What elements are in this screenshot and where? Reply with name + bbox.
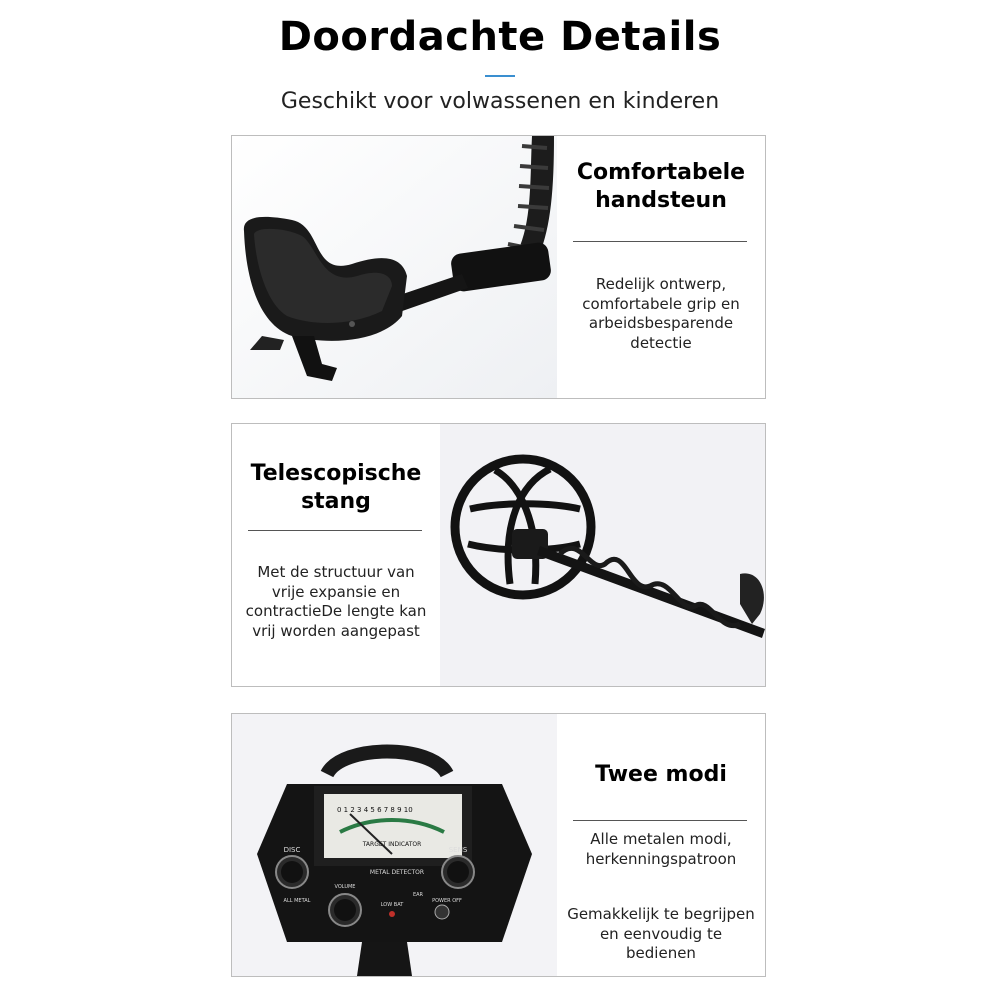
title-accent-line xyxy=(485,75,515,77)
feature-card-armrest xyxy=(231,135,766,399)
feature-text-modes xyxy=(557,714,765,976)
search-coil-photo xyxy=(440,424,765,686)
feature-card-modes xyxy=(231,713,766,977)
meter-scale: 0 1 2 3 4 5 6 7 8 9 10 xyxy=(337,806,413,814)
feature-text-telescopic xyxy=(232,424,440,686)
feature-title: Telescopische stang xyxy=(250,461,422,514)
divider xyxy=(248,530,422,531)
feature-card-telescopic xyxy=(231,423,766,687)
feature-text-armrest xyxy=(557,136,765,398)
control-panel-photo xyxy=(232,714,557,976)
feature-description: Alle metalen modi, herkenningspatroon xyxy=(585,830,737,868)
feature-description: Met de structuur van vrije expansie en contractieDe lengte kan vrij worden aangepast xyxy=(245,563,427,640)
volume-label: VOLUME xyxy=(334,884,356,890)
target-indicator-label: TARGET INDICATOR xyxy=(362,841,422,848)
brand-label: METAL DETECTOR xyxy=(369,869,425,876)
power-off-label: POWER OFF xyxy=(432,898,462,904)
divider xyxy=(573,241,747,242)
feature-title: Comfortabele handsteun xyxy=(576,160,746,213)
all-metal-label: ALL METAL xyxy=(283,898,311,904)
page-subtitle: Geschikt voor volwassenen en kinderen xyxy=(280,89,720,114)
sens-label: SENS xyxy=(448,846,468,854)
low-bat-label: LOW BAT xyxy=(380,902,404,908)
divider xyxy=(573,820,747,821)
ear-label: EAR xyxy=(412,892,424,898)
feature-description-secondary: Gemakkelijk te begrijpen en eenvoudig te bedienen xyxy=(567,905,755,962)
disc-label: DISC xyxy=(283,846,301,854)
page-title: Doordachte Details xyxy=(278,14,722,60)
feature-title: Twee modi xyxy=(595,762,727,787)
feature-description: Redelijk ontwerp, comfortabele grip en arbeidsbesparende detectie xyxy=(582,275,740,352)
armrest-photo xyxy=(232,136,557,398)
